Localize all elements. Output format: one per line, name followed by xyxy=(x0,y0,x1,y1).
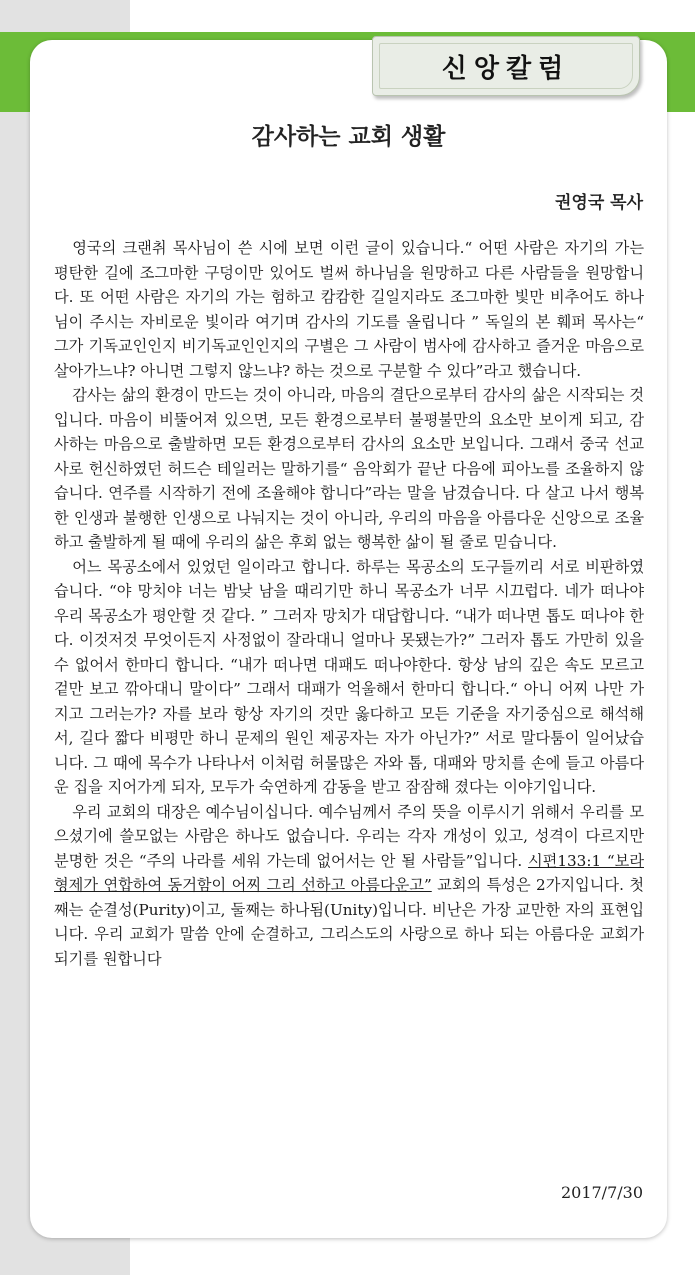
paragraph-4 xyxy=(54,800,644,972)
paragraph-3: 어느 목공소에서 있었던 일이라고 합니다. 하루는 목공소의 도구들끼리 서로 비판하였습니다. “야 망치야 너는 밤낮 남을 때리기만 하니 목공소가 너무 시끄럽다. 네가 떠나야 우리 목공소가 평안할 것 같다. ” 그러자 망치가 대답합니다. “내가 떠나면 톱도 떠나야 한다. 이것저것 무엇이든지 사정없이 잘라대니 얼마나 못됐는가?” 그러자 톱도 가만히 있을 수 없어서 한마디 합니다. “내가 떠나면 대패도 떠나야한다. 항상 남의 깊은 속도 모르고 겉만 보고 깎아대니 말이다” 그래서 대패가 억울해서 한마디 합니다.“ 아니 어찌 나만 가지고 그러는가? 자를 보라 항상 자기의 것만 옳다하고 모든 기준을 자기중심으로 해석해서, 길다 짧다 비평만 하니 문제의 원인 제공자는 자가 아닌가?” 서로 말다툼이 일어났습니다. 그 때에 목수가 나타나서 이처럼 허물많은 자와 톱, 대패와 망치를 손에 들고 아름다운 집을 지어가게 되자, 모두가 숙연하게 감동을 받고 잠잠해 졌다는 이야기입니다. xyxy=(54,557,644,796)
paragraph-4-after: 교회의 특성은 2가지입니다. 첫째는 순결성(Purity)이고, 둘째는 하나됨(Unity)입니다. 비난은 가장 교만한 자의 표현입니다. 우리 교회가 말씀 안에 순결하고, 그리스도의 사랑으로 하나 되는 아름다운 교회가 되기를 원합니다 xyxy=(54,876,644,968)
paragraph-1: 영국의 크랜취 목사님이 쓴 시에 보면 이런 글이 있습니다.“ 어떤 사람은 자기의 가는 평탄한 길에 조그마한 구덩이만 있어도 벌써 하나님을 원망하고 다른 사람들을 원망합니다. 또 어떤 사람은 자기의 가는 험하고 캄캄한 길일지라도 조그마한 빛만 비추어도 하나님이 주시는 자비로운 빛이라 여기며 감사의 기도를 올립니다 ” 독일의 본 훼퍼 목사는“ 그가 기독교인인지 비기독교인인지의 구별은 그 사람이 범사에 감사하고 즐거운 마음으로 살아가느냐? 아니면 그렇지 않느냐? 하는 것으로 구분할 수 있다”라고 했습니다. xyxy=(54,239,644,380)
article-body xyxy=(54,236,644,971)
section-label-tab xyxy=(372,36,640,96)
scripture-reference: 시편133:1 “보라 형제가 연합하여 동거함이 어찌 그리 선하고 아름다운고” xyxy=(54,851,644,894)
article-date: 2017/7/30 xyxy=(560,1183,643,1202)
section-label: 신앙칼럼 xyxy=(441,53,571,84)
paragraph-2: 감사는 삶의 환경이 만드는 것이 아니라, 마음의 결단으로부터 감사의 삶은 시작되는 것입니다. 마음이 비뚤어져 있으면, 모든 환경으로부터 불평불만의 요소만 보이게 되고, 감사하는 마음으로 출발하면 모든 환경으로부터 감사의 요소만 보입니다. 그래서 중국 선교사로 헌신하였던 허드슨 테일러는 말하기를“ 음악회가 끝난 다음에 피아노를 조율하지 않습니다. 연주를 시작하기 전에 조율해야 합니다”라는 말을 남겼습니다. 다 살고 나서 행복한 인생과 불행한 인생으로 나눠지는 것이 아니라, 우리의 마음을 아름다운 신앙으로 조율하고 출발하게 될 때에 우리의 삶은 후회 없는 행복한 삶이 될 줄로 믿습니다. xyxy=(54,386,644,551)
paragraph-4-before: 우리 교회의 대장은 예수님이십니다. 예수님께서 주의 뜻을 이루시기 위해서 우리를 모으셨기에 쓸모없는 사람은 하나도 없습니다. 우리는 각자 개성이 있고, 성격이 다르지만 분명한 것은 “주의 나라를 세워 가는데 없어서는 안 될 사람들”입니다. xyxy=(54,802,644,870)
article-title: 감사하는 교회 생활 xyxy=(251,123,446,150)
article-author: 권영국 목사 xyxy=(554,193,643,213)
